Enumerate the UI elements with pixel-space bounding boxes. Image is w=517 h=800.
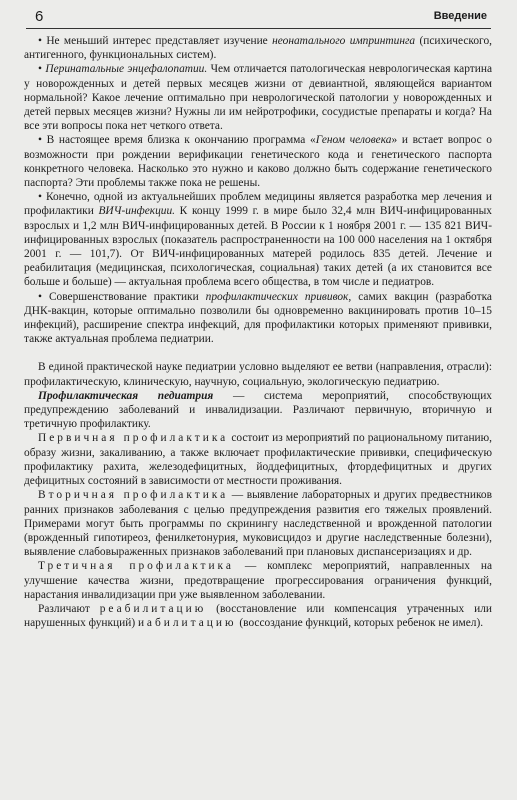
paragraph-secondary-prevention: Вторичная профилактика — выявление лабораторных и других предвестников ранних признаков заболевания с целью предупреждения развития его тяжелых проявлений. Примерами могут быть программы по скринингу наследственной и врожденной патологии (врожденный гипотиреоз, фенилкетонурия, муковисцидоз и другие наследственные болезни), выявление слабовыраженных признаков заболеваний при плановых диспансеризациях и др.	[24, 489, 492, 559]
paragraph-hiv: • Конечно, одной из актуальнейших проблем медицины является разработка мер лечения и профилактики ВИЧ-инфекции. К концу 1999 г. в мире было 32,4 млн ВИЧ-инфицированных взрослых и 1,2 млн ВИЧ-инфицированных детей. В России к 1 ноября 2001 г. — 135 821 ВИЧ-инфицированных взрослых (показатель распространенности на 100 000 населения на 1 октября 2001 г. — 101,7). От ВИЧ-инфицированных матерей родилось 835 детей. Лечение и реабилитация (медицинская, психологическая, социальная) таких детей (а их становится все больше и больше) — актуальная проблема всего общества, в том числе и педиатров.	[24, 191, 493, 289]
paragraph-encephalopathy: • Перинатальные энцефалопатии. Чем отличается патологическая неврологическая картина у новорожденных и детей первых месяцев жизни от девиантной, являющейся вариантом нормальной? Какое лечение оптимально при неврологической патологии у новорожденных и детей первых месяцев жизни? Нужны ли им нейротрофики, сосудистые препараты и когда? На все эти вопросы пока нет четкого ответа.	[24, 63, 492, 133]
paragraph-branches: В единой практической науке педиатрии условно выделяют ее ветви (направления, отрасли): профилактическую, клиническую, научную, социальную, экологическую педиатрию.	[24, 361, 492, 388]
paragraph-tertiary-prevention: Третичная профилактика — комплекс мероприятий, направленных на улучшение качества жизни, предотвращение прогрессирования ограничения функций, нарастания инвалидизации при уже выявленном заболевании.	[24, 560, 492, 601]
paragraph-vaccination: • Совершенствование практики профилактических прививок, самих вакцин (разработка ДНК-вакцин, которые оптимально позволили бы одновременно вакцинировать против 10–15 инфекций), расширение спектра инфекций, для профилактики которых применяют прививки, также актуальная проблема педиатрии.	[24, 290, 492, 346]
page-header	[26, 8, 491, 29]
paragraph-primary-prevention: Первичная профилактика состоит из мероприятий по рациональному питанию, образу жизни, закаливанию, а также включает профилактические прививки, специфическую профилактику рахита, железодефицитных, йоддефицитных, фтордефицитных и других дефицитных состояний в зависимости от местности проживания.	[24, 432, 492, 488]
page-number: 6	[35, 8, 44, 25]
paragraph-preventive-pediatrics: Профилактическая педиатрия — система мероприятий, способствующих предупреждению заболеваний и инвалидизации. Различают первичную, вторичную и третичную профилактику.	[24, 389, 492, 431]
paragraph-genome: • В настоящее время близка к окончанию программа «Геном человека» и встает вопрос о возможности при рождении верификации генетического кода и генетического паспорта конкретного человека. Насколько это нужно и каково должно быть содержание генетического паспорта? Эти проблемы также пока не решены.	[24, 134, 492, 190]
page-body	[24, 34, 492, 630]
paragraph-imprinting: • Не меньший интерес представляет изучение неонатального импринтинга (психического, антигенного, функциональных систем).	[24, 35, 492, 62]
section-title: Введение	[433, 10, 487, 22]
paragraph-rehabilitation: Различают реабилитацию (восстановление или компенсация утраченных или нарушенных функций) и абилитацию (воссоздание функций, которых ребенок не имел).	[24, 602, 493, 630]
